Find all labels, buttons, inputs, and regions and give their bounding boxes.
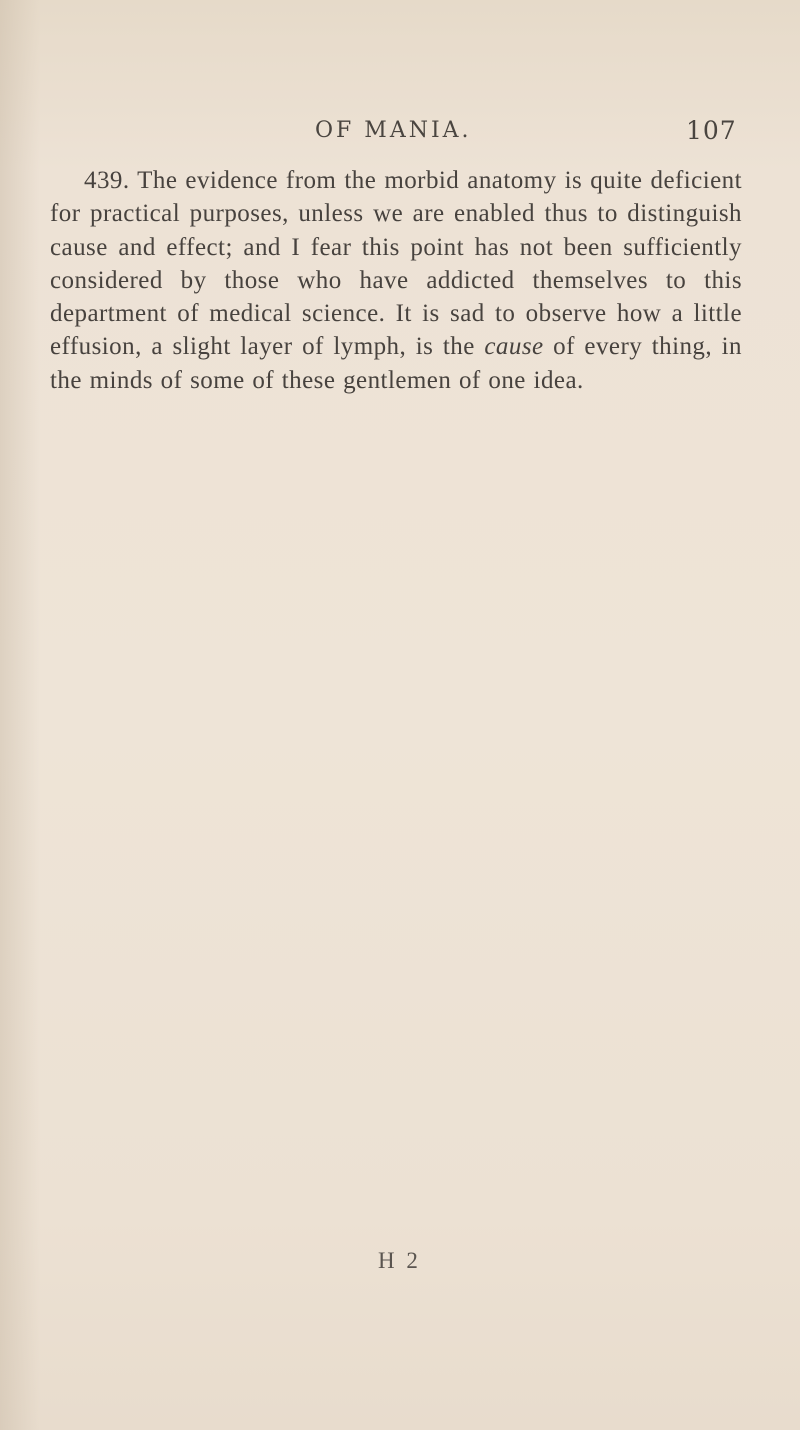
body-text xyxy=(50,164,742,397)
paragraph-text-start: The evidence from the morbid anatomy is quite deficient for practical purposes, unless we are enabled thus to distinguish cause and effect; and I fear this point has not been sufficiently considered by those who have addicted themselves to this department of medical science. It is sad to observe how a little effusion, a slight layer of lymph, is the xyxy=(50,167,742,361)
emphasized-word: cause xyxy=(484,333,544,361)
page-number: 107 xyxy=(686,116,737,145)
running-head xyxy=(0,116,800,156)
paragraph-number: 439. xyxy=(84,167,130,194)
signature-mark: H 2 xyxy=(378,1248,421,1273)
paragraph-439 xyxy=(50,164,742,397)
paragraph-text-end: of every thing, in the minds of some of these gentlemen of one idea. xyxy=(50,333,742,394)
running-title: OF MANIA. xyxy=(315,118,472,143)
